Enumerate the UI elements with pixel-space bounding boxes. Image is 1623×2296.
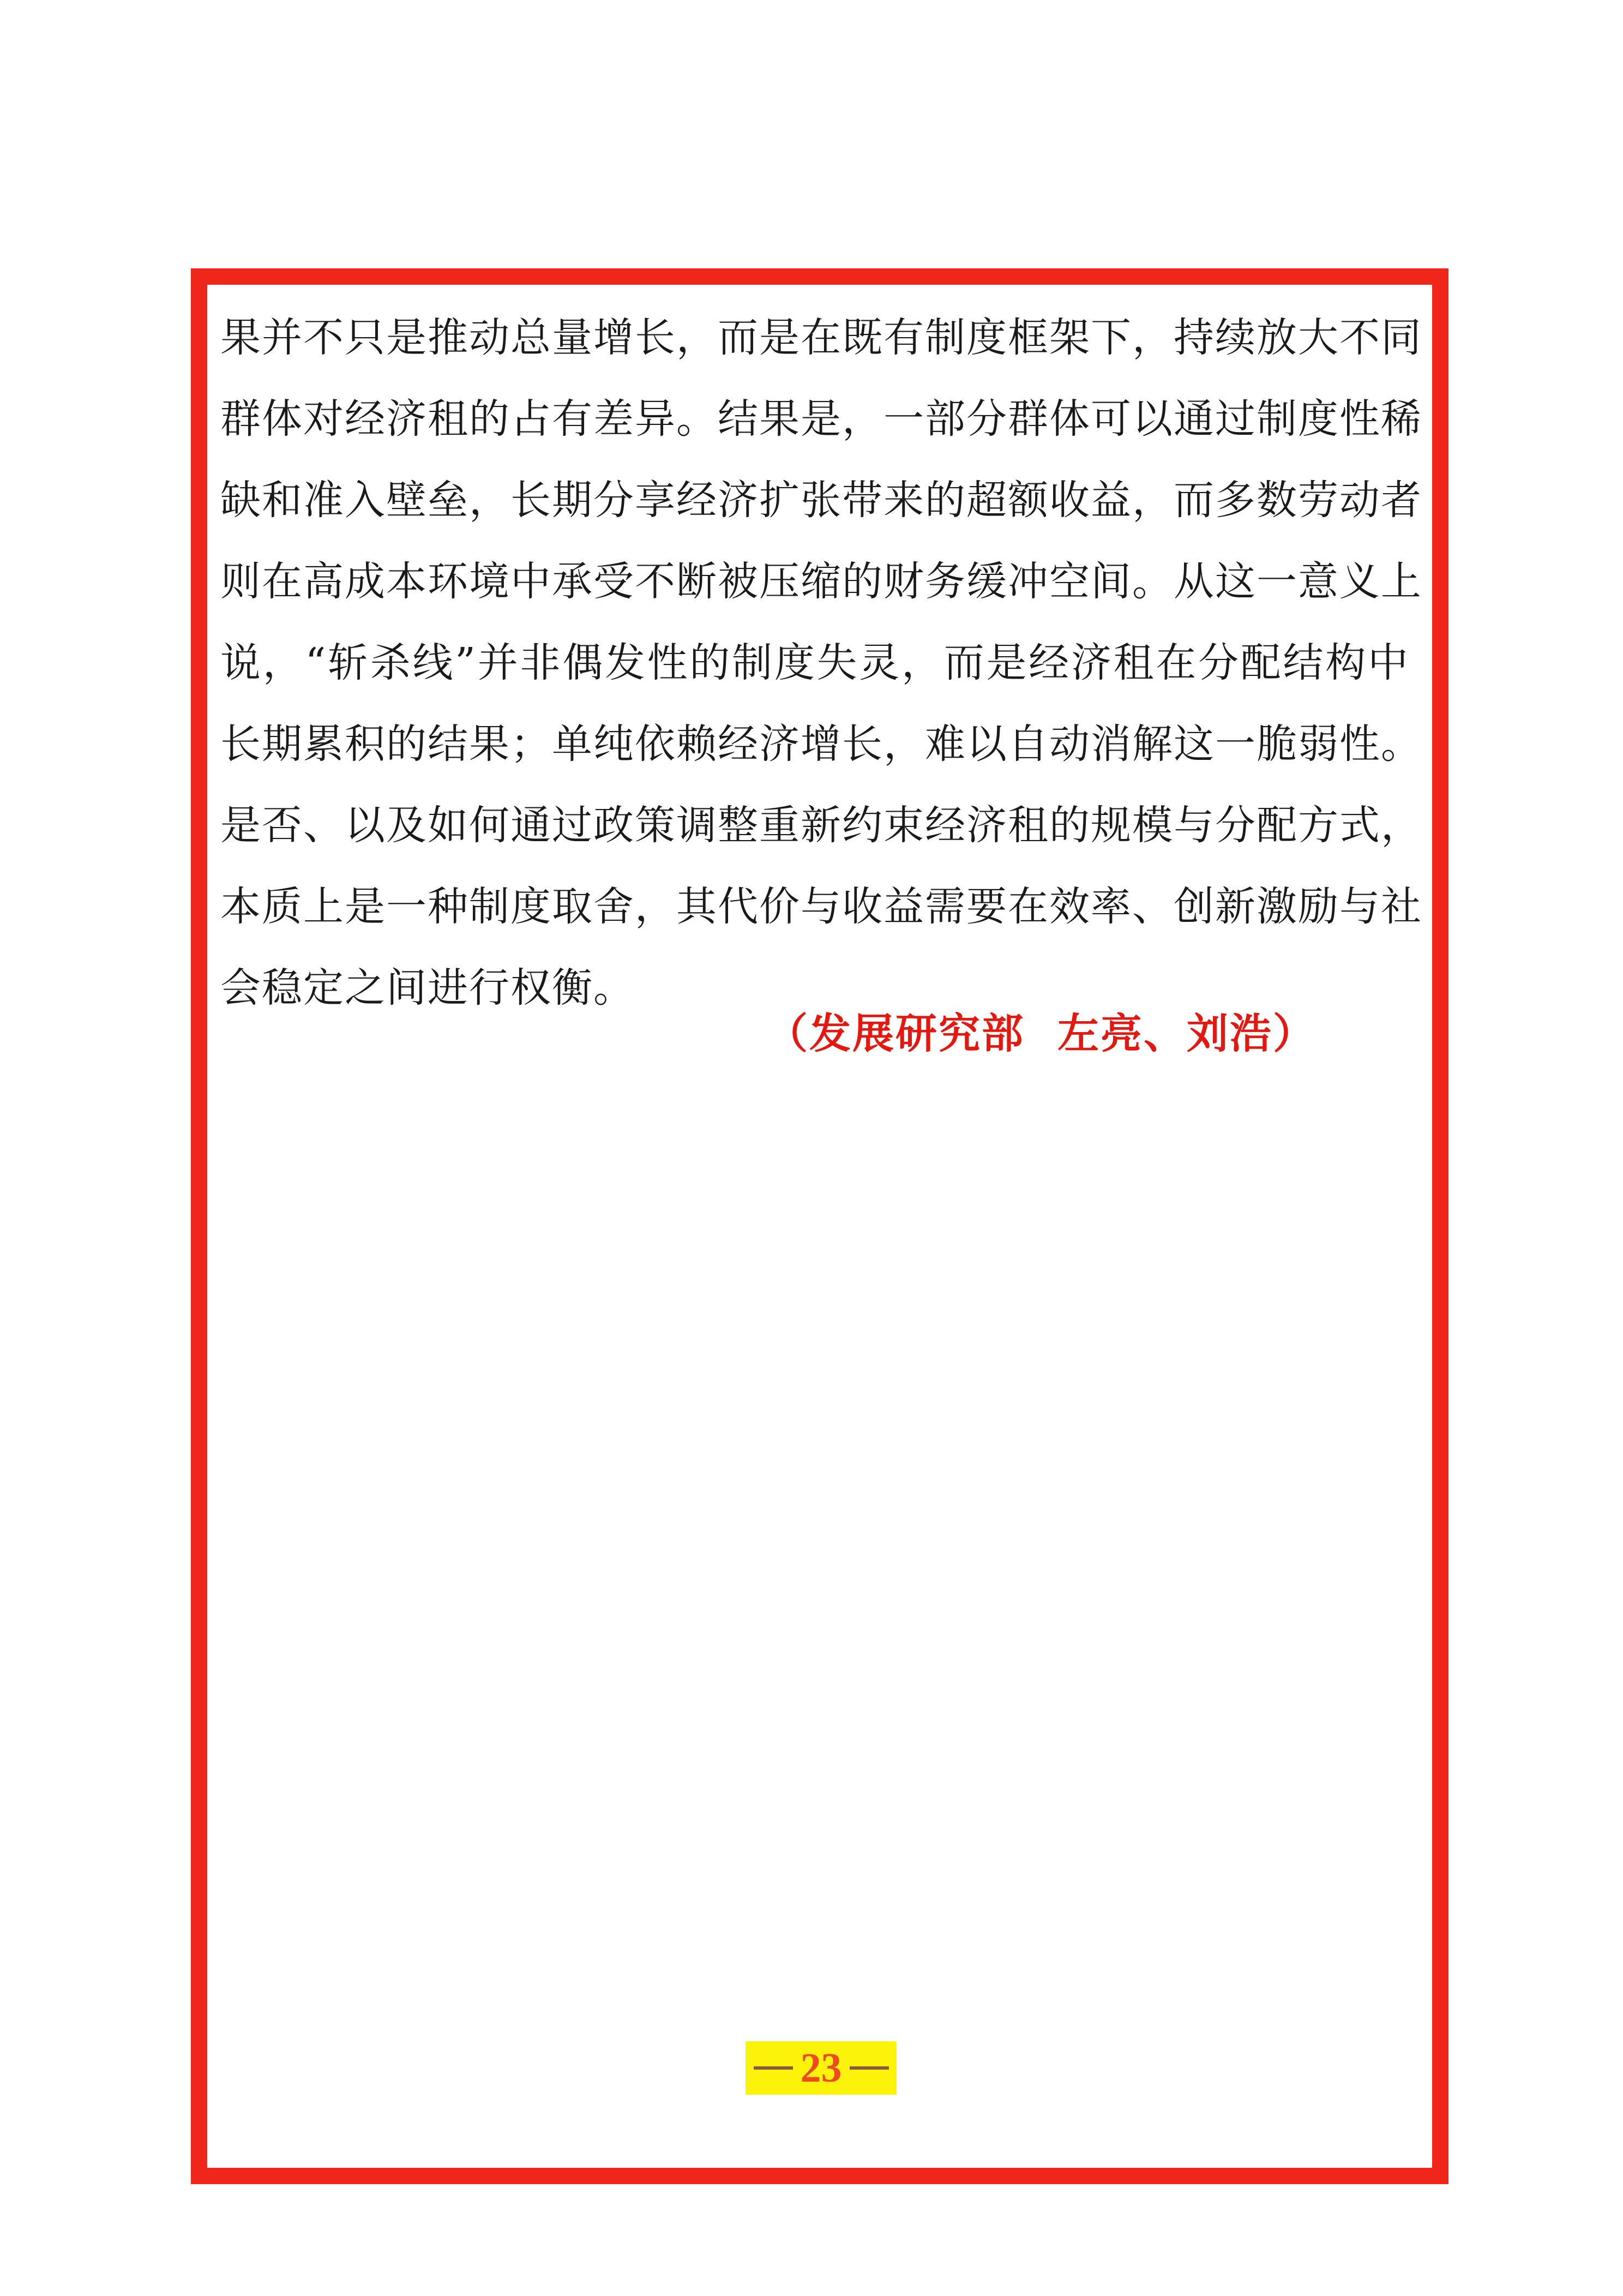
byline-close-paren: ）	[1273, 1009, 1316, 1058]
paragraph-line-last: 会稳定之间进行权衡。	[220, 964, 635, 1011]
article-paragraph	[220, 297, 1422, 1029]
page-number-left-dash	[754, 2066, 793, 2070]
byline-authors: 左亮、刘浩	[1057, 1009, 1273, 1058]
page-number: 23	[800, 2045, 842, 2091]
author-byline	[766, 1004, 1316, 1064]
paragraph-line: 缺和准入壁垒，长期分享经济扩张带来的超额收益，而多数劳动者	[220, 477, 1422, 524]
paragraph-line: 果并不只是推动总量增长，而是在既有制度框架下，持续放大不同	[220, 314, 1422, 361]
page-number-badge	[746, 2041, 897, 2095]
page-number-right-dash	[850, 2066, 889, 2070]
paragraph-line: 群体对经济租的占有差异。结果是，一部分群体可以通过制度性稀	[220, 395, 1422, 442]
paragraph-line: 本质上是一种制度取舍，其代价与收益需要在效率、创新激励与社	[220, 883, 1422, 930]
paragraph-line: 长期累积的结果；单纯依赖经济增长，难以自动消解这一脆弱性。	[220, 721, 1422, 768]
byline-open-paren: （	[766, 1009, 809, 1058]
byline-department: 发展研究部	[809, 1009, 1025, 1058]
paragraph-line: 是否、以及如何通过政策调整重新约束经济租的规模与分配方式，	[220, 802, 1422, 849]
paragraph-line: 则在高成本环境中承受不断被压缩的财务缓冲空间。从这一意义上	[220, 558, 1422, 605]
paragraph-line: 说，“斩杀线”并非偶发性的制度失灵，而是经济租在分配结构中	[220, 639, 1409, 686]
